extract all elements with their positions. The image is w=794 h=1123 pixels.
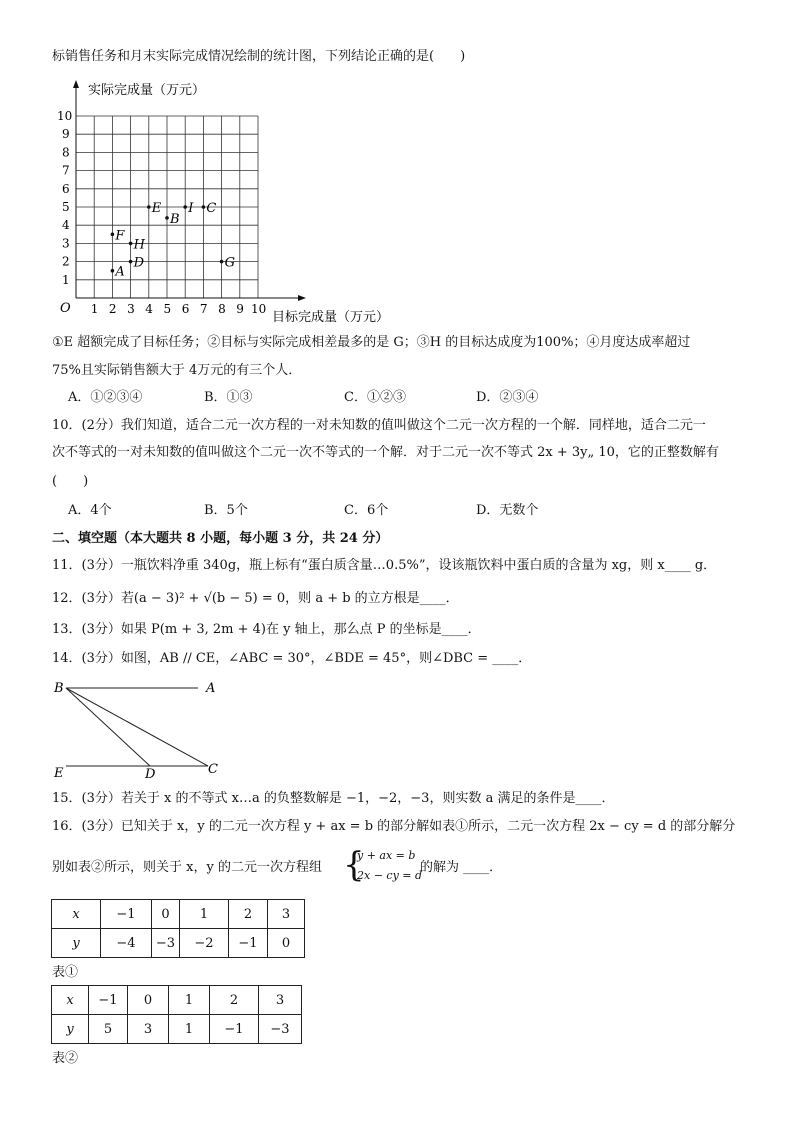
brace-icon: {: [343, 845, 365, 885]
label-a: A: [206, 681, 216, 696]
point-label-d: D: [133, 255, 145, 271]
x-tick-label: 2: [108, 302, 117, 316]
chart-y-label: 实际完成量（万元）: [88, 83, 206, 98]
y-tick-labels: [57, 109, 72, 287]
q14: 14．(3分）如图，AB // CE，∠ABC = 30°，∠BDE = 45°，则∠DBC = ____．: [52, 651, 532, 666]
table-2-cell: 3: [128, 1015, 169, 1044]
q11: 11．(3分）一瓶饮料净重 340g，瓶上标有“蛋白质含量…0.5%”，设该瓶饮料中蛋白质的含量为 xg，则 x____ g．: [52, 558, 717, 573]
table-2-row: [52, 1015, 302, 1044]
q9-statement-2: 75%且实际销售额大于 4万元的有三个人．: [52, 363, 302, 378]
data-point-f: [111, 233, 115, 237]
table-1-cell: −1: [229, 929, 268, 958]
table-2-row: [52, 986, 302, 1015]
table-1-cell: x: [52, 900, 101, 929]
data-point-b: [165, 216, 169, 220]
data-point-d: [129, 260, 133, 264]
table-2-cell: −1: [89, 986, 128, 1015]
equation-2: 2x − cy = d: [357, 869, 423, 882]
section-2-heading: 二、填空题（本大题共 8 小题，每小题 3 分，共 24 分）: [52, 531, 389, 546]
table-1-cell: −2: [180, 929, 229, 958]
x-tick-label: 8: [218, 302, 226, 316]
table-1-caption: 表①: [52, 965, 79, 980]
table-2-cell: 0: [128, 986, 169, 1015]
q13: 13．(3分）如果 P(m + 3, 2m + 4)在 y 轴上，那么点 P 的坐标是____．: [52, 622, 481, 637]
x-tick-label: 3: [127, 302, 135, 316]
label-c: C: [208, 762, 218, 777]
table-1-row: [52, 929, 305, 958]
label-b: B: [54, 681, 64, 696]
x-tick-label: 1: [90, 302, 99, 316]
y-tick-label: 3: [62, 236, 70, 251]
data-point-e: [147, 205, 151, 209]
y-tick-label: 1: [62, 272, 70, 287]
table-2-cell: y: [52, 1015, 89, 1044]
label-e: E: [54, 766, 64, 781]
point-label-f: F: [115, 228, 125, 244]
x-tick-label: 10: [251, 302, 267, 316]
scatter-chart: [40, 76, 390, 326]
table-1-cell: −3: [152, 929, 180, 958]
table-1-cell: 1: [180, 900, 229, 929]
data-points: [111, 201, 235, 280]
y-axis-arrow: [73, 80, 79, 88]
q16-line-2a: 别如表②所示，则关于 x，y 的二元一次方程组: [52, 860, 322, 875]
y-tick-label: 7: [62, 163, 70, 178]
table-2: [51, 985, 302, 1044]
q16-line-2b: 的解为 ____．: [420, 860, 503, 875]
chart-x-label: 目标完成量（万元）: [272, 310, 390, 325]
equation-1: y + ax = b: [357, 849, 416, 862]
table-1-row: [52, 900, 305, 929]
q15: 15．(3分）若关于 x 的不等式 x…a 的负整数解是 −1，−2，−3，则实数 a 满足的条件是____．: [52, 791, 615, 806]
table-1-cell: 0: [152, 900, 180, 929]
chart-grid: [76, 116, 258, 298]
chart-origin: O: [60, 301, 71, 316]
table-2-cell: 3: [259, 986, 302, 1015]
point-label-b: B: [170, 211, 180, 227]
table-1-cell: −1: [101, 900, 152, 929]
x-tick-label: 9: [236, 302, 244, 316]
q10-option-a[interactable]: A．4个: [68, 503, 112, 518]
q10-option-c[interactable]: C．6个: [344, 503, 389, 518]
point-label-g: G: [224, 255, 235, 271]
y-tick-label: 9: [62, 127, 70, 142]
q9-intro: 标销售任务和月末实际完成情况绘制的统计图，下列结论正确的是( ): [52, 49, 466, 64]
q14-figure: [50, 676, 240, 782]
y-tick-label: 2: [62, 254, 70, 269]
point-label-e: E: [151, 201, 162, 216]
table-2-cell: x: [52, 986, 89, 1015]
q16-line-1: 16．(3分）已知关于 x，y 的二元一次方程 y + ax = b 的部分解如表①所示，二元一次方程 2x − cy = d 的部分解分: [52, 819, 736, 834]
data-point-i: [183, 205, 187, 209]
point-label-h: H: [133, 237, 145, 253]
label-d: D: [145, 767, 156, 782]
x-tick-label: 7: [199, 302, 208, 316]
table-1-cell: y: [52, 929, 101, 958]
table-1-cell: 0: [268, 929, 305, 958]
q9-statement-1: ①E 超额完成了目标任务；②目标与实际完成相差最多的是 G；③H 的目标达成度为100%；④月度达成率超过: [52, 335, 691, 350]
point-label-i: I: [188, 201, 194, 216]
q12: 12．(3分）若(a − 3)² + √(b − 5) = 0，则 a + b 的立方根是____．: [52, 591, 459, 606]
x-tick-label: 5: [163, 302, 172, 316]
table-2-cell: −3: [259, 1015, 302, 1044]
data-point-g: [220, 260, 224, 264]
y-tick-label: 10: [57, 109, 73, 123]
table-1-cell: 2: [229, 900, 268, 929]
q10-line-1: 10．(2分）我们知道，适合二元一次方程的一对未知数的值叫做这个二元一次方程的一个解．同样地，适合二元一: [52, 418, 706, 433]
table-2-cell: 2: [210, 986, 259, 1015]
y-tick-label: 6: [62, 181, 70, 196]
q10-option-b[interactable]: B．5个: [204, 503, 248, 518]
y-tick-label: 5: [62, 200, 70, 214]
q9-option-d[interactable]: D．②③④: [476, 390, 539, 405]
table-1-cell: 3: [268, 900, 305, 929]
q10-option-d[interactable]: D．无数个: [476, 503, 539, 518]
point-label-a: A: [115, 264, 125, 280]
q9-option-a[interactable]: A．①②③④: [68, 390, 143, 405]
table-1: [51, 899, 305, 958]
data-point-c: [202, 205, 206, 209]
chart-axes: [73, 80, 306, 301]
table-2-cell: 1: [169, 1015, 210, 1044]
table-2-caption: 表②: [52, 1051, 79, 1066]
q9-option-b[interactable]: B．①③: [204, 390, 253, 405]
x-tick-labels: [91, 302, 267, 316]
x-axis-arrow: [298, 295, 306, 301]
x-tick-label: 4: [145, 302, 153, 316]
y-tick-label: 4: [62, 218, 70, 233]
y-tick-label: 8: [62, 145, 70, 160]
point-label-c: C: [206, 201, 217, 216]
x-tick-label: 6: [181, 302, 190, 316]
table-1-cell: −4: [101, 929, 152, 958]
data-point-a: [111, 269, 115, 273]
table-2-cell: 5: [89, 1015, 128, 1044]
q9-option-c[interactable]: C．①②③: [344, 390, 406, 405]
data-point-h: [129, 242, 133, 246]
table-2-cell: 1: [169, 986, 210, 1015]
q10-line-3: ( ): [52, 474, 89, 489]
q10-line-2: 次不等式的一对未知数的值叫做这个二元一次不等式的一个解．对于二元一次不等式 2x + 3y„ 10，它的正整数解有: [52, 445, 719, 460]
table-2-cell: −1: [210, 1015, 259, 1044]
